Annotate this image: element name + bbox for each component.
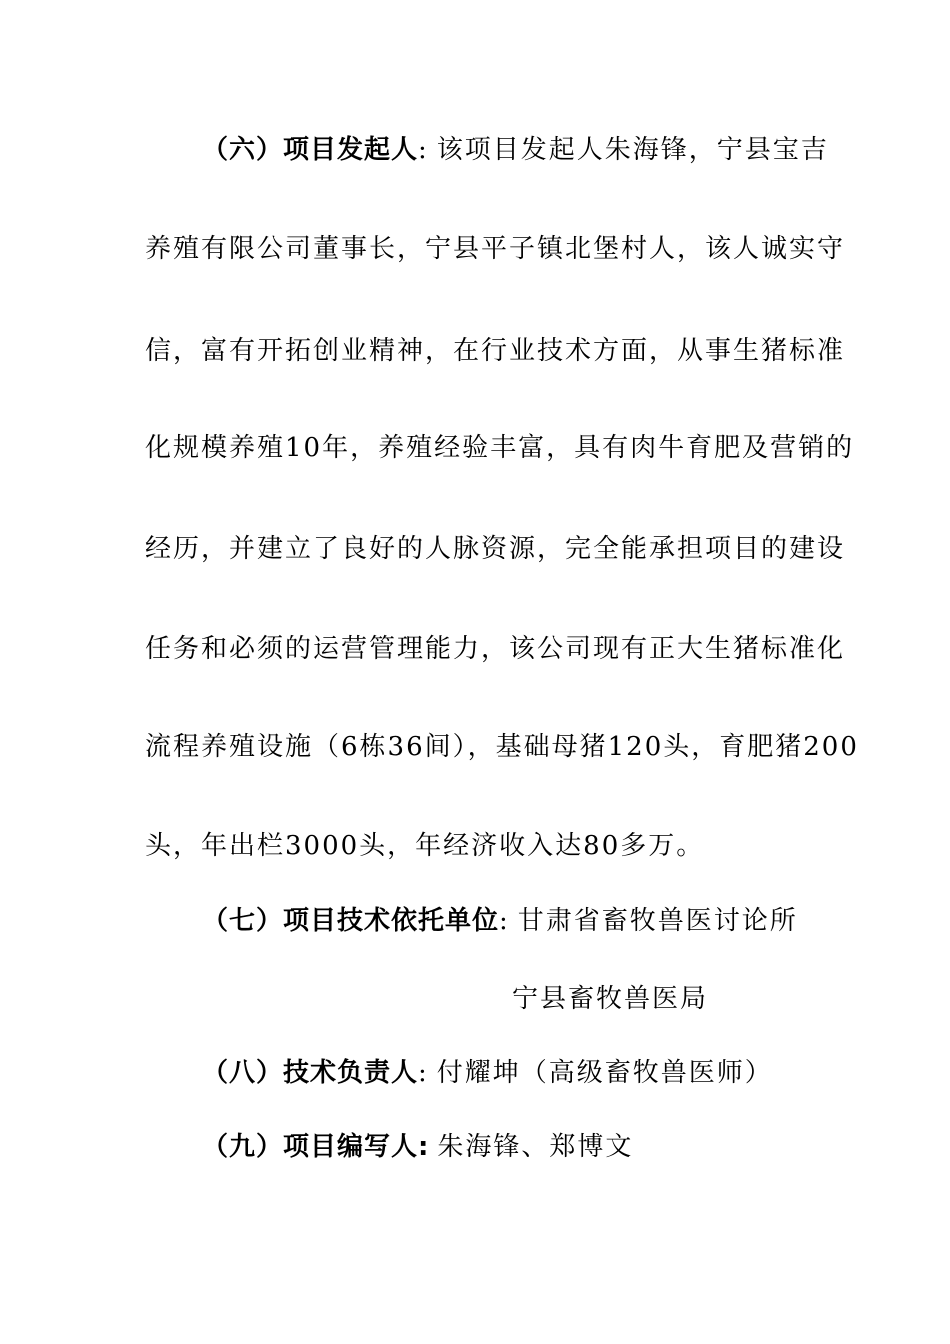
- section-6-line-8: 头，年出栏3000头，年经济收入达80多万。: [145, 831, 705, 861]
- section-6-line-3: 信，富有开拓创业精神，在行业技术方面，从事生猪标准: [145, 336, 846, 366]
- section-6-text: 该项目发起人朱海锋，宁县宝吉: [436, 135, 829, 165]
- section-8-colon: :: [418, 1058, 429, 1088]
- section-9-value: 朱海锋、郑博文: [437, 1132, 634, 1162]
- section-6-line-2: 养殖有限公司董事长，宁县平子镇北堡村人，该人诚实守: [145, 234, 846, 264]
- section-7-colon: :: [499, 906, 510, 936]
- section-6-line-7: 流程养殖设施（6栋36间），基础母猪120头，育肥猪200: [145, 732, 859, 762]
- section-8-line: [202, 1057, 773, 1089]
- section-8-heading: （八）技术负责人: [202, 1058, 419, 1088]
- section-6-line-1: [202, 134, 829, 166]
- section-7-heading: （七）项目技术依托单位: [202, 906, 500, 936]
- section-9-heading: （九）项目编写人:: [202, 1132, 430, 1162]
- section-7-value-2: 宁县畜牧兽医局: [512, 984, 709, 1014]
- section-6-line-6: 任务和必须的运营管理能力，该公司现有正大生猪标准化: [145, 634, 846, 664]
- section-6-colon: :: [418, 135, 429, 165]
- section-7-line-1: [202, 905, 798, 937]
- section-7-value-1: 甘肃省畜牧兽医讨论所: [517, 906, 798, 936]
- section-6-line-5: 经历，并建立了良好的人脉资源，完全能承担项目的建设: [145, 534, 846, 564]
- section-6-heading: （六）项目发起人: [202, 135, 419, 165]
- section-8-value: 付耀坤（高级畜牧兽医师）: [436, 1058, 773, 1088]
- section-6-line-4: 化规模养殖10年，养殖经验丰富，具有肉牛育肥及营销的: [145, 433, 855, 463]
- section-9-line: [202, 1131, 633, 1163]
